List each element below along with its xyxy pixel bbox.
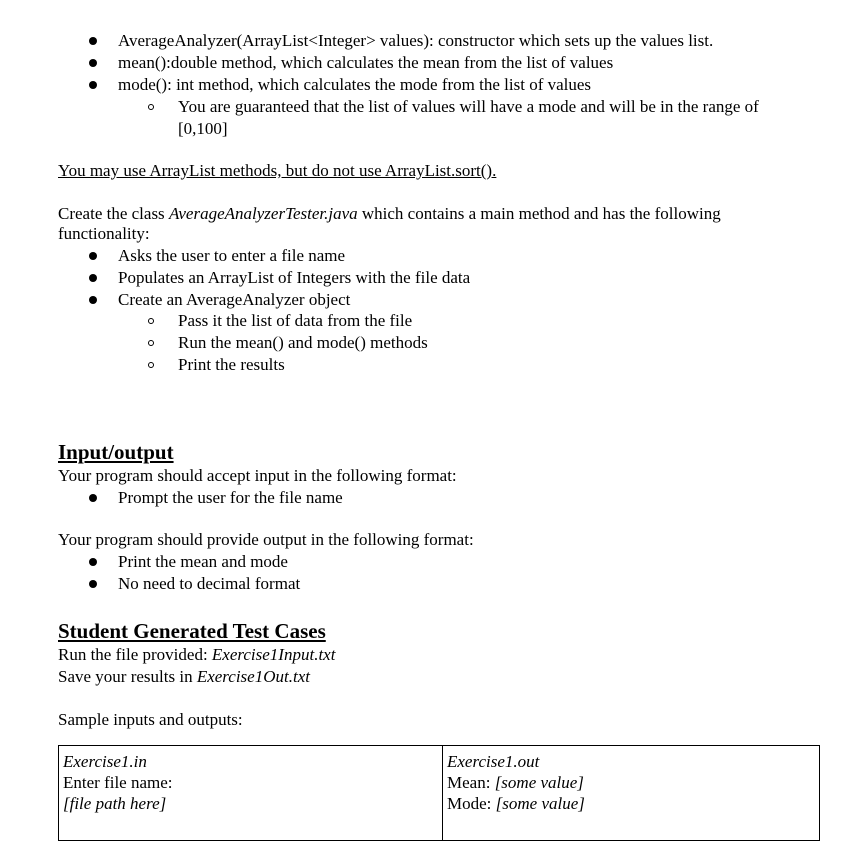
bullet-icon — [89, 296, 97, 304]
bullet-icon — [89, 81, 97, 89]
sample-io-table — [58, 745, 820, 841]
io-output-intro: Your program should provide output in the following format: — [58, 530, 474, 549]
list-item: Populates an ArrayList of Integers with the file data — [118, 268, 471, 287]
list-item: Asks the user to enter a file name — [118, 246, 346, 265]
sub-note-line2: [0,100] — [178, 119, 228, 138]
list-item: No need to decimal format — [118, 574, 301, 593]
tests-save-label: Save your results in — [58, 667, 197, 686]
tests-save-line — [58, 666, 310, 687]
bullet-icon — [89, 580, 97, 588]
io-input-intro: Your program should accept input in the following format: — [58, 466, 457, 485]
sub-list-item: Print the results — [178, 355, 285, 374]
io-heading: Input/output — [58, 440, 174, 464]
tester-intro-before: Create the class — [58, 204, 169, 223]
sample-input-line2: [file path here] — [63, 794, 167, 813]
bullet-icon — [89, 59, 97, 67]
circle-bullet-icon — [148, 104, 154, 110]
circle-bullet-icon — [148, 362, 154, 368]
tests-sample-label: Sample inputs and outputs: — [58, 710, 243, 729]
sub-note-line1: You are guaranteed that the list of values will have a mode and will be in the range of — [178, 97, 759, 116]
list-item: Print the mean and mode — [118, 552, 288, 571]
list-item: Prompt the user for the file name — [118, 488, 343, 507]
tests-run-label: Run the file provided: — [58, 645, 212, 664]
sub-list-item: Run the mean() and mode() methods — [178, 333, 428, 352]
bullet-icon — [89, 494, 97, 502]
sample-output-cell — [443, 746, 820, 841]
tests-save-file: Exercise1Out.txt — [196, 667, 310, 686]
bullet-icon — [89, 558, 97, 566]
circle-bullet-icon — [148, 340, 154, 346]
restriction-note: You may use ArrayList methods, but do not use ArrayList.sort(). — [58, 161, 497, 180]
bullet-icon — [89, 274, 97, 282]
tester-intro-line2: functionality: — [58, 224, 150, 243]
sample-input-cell — [59, 746, 443, 841]
sample-output-title: Exercise1.out — [447, 752, 540, 771]
list-item-mean: mean():double method, which calculates the mean from the list of values — [118, 53, 614, 72]
tester-intro — [58, 203, 721, 224]
sample-output-mean — [447, 772, 815, 793]
list-item: Create an AverageAnalyzer object — [118, 290, 351, 309]
bullet-icon — [89, 37, 97, 45]
sub-list-item: Pass it the list of data from the file — [178, 311, 413, 330]
list-item-mode: mode(): int method, which calculates the mode from the list of values — [118, 75, 592, 94]
sample-output-mode — [447, 793, 815, 814]
table-row — [59, 746, 820, 841]
tests-heading: Student Generated Test Cases — [58, 619, 326, 643]
bullet-icon — [89, 252, 97, 260]
mean-value: [some value] — [494, 773, 584, 792]
list-item-constructor: AverageAnalyzer(ArrayList<Integer> values): constructor which sets up the values list. — [118, 31, 714, 50]
mode-value: [some value] — [495, 794, 585, 813]
sample-input-title: Exercise1.in — [63, 752, 147, 771]
tester-class-name: AverageAnalyzerTester.java — [168, 204, 358, 223]
circle-bullet-icon — [148, 318, 154, 324]
sample-input-line1: Enter file name: — [63, 773, 173, 792]
mode-label: Mode: — [447, 794, 496, 813]
tester-intro-after: which contains a main method and has the following — [357, 204, 721, 223]
tests-run-line — [58, 644, 335, 665]
mean-label: Mean: — [447, 773, 495, 792]
tests-run-file: Exercise1Input.txt — [211, 645, 336, 664]
